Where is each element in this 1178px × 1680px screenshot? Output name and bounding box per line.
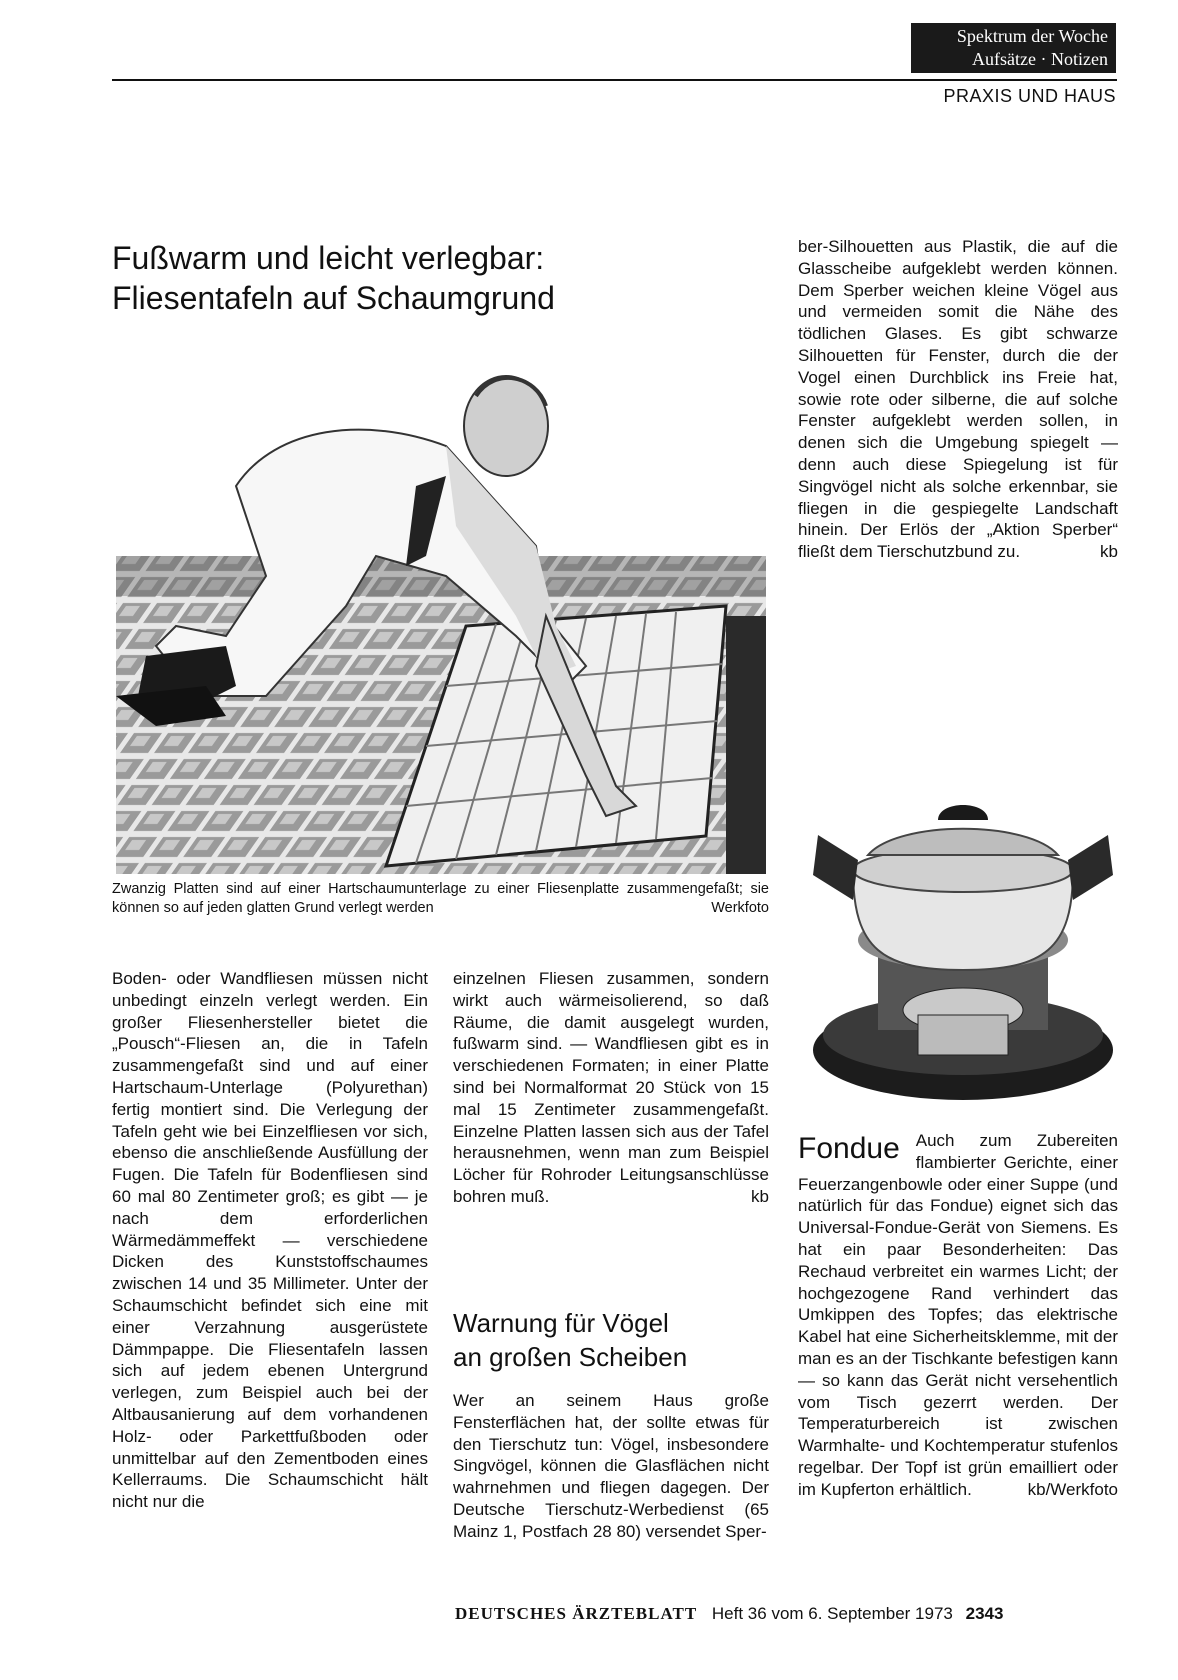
article-2-continuation bbox=[798, 236, 1118, 563]
article-1-col2-text: einzelnen Fliesen zusammen, sondern wirkt auch wärmeisolierend, so daß Räume, die damit ausgelegt wurden, fußwarm sind. — Wandfliesen gibt es in verschiedenen Formaten; in einer Platte sind bei Normalformat 20 Stück von 15 mal 15 Zentimeter zusammengefaßt. Einzelne Platten lassen sich aus der Tafel herausnehmen, wenn man zum Beispiel Löcher für Rohroder Leitungsanschlüsse bohren muß. bbox=[453, 969, 769, 1206]
article-1-col1-text: Boden- oder Wandfliesen müssen nicht unbedingt einzeln verlegt werden. Ein großer Fliesenhersteller bietet die „Pousch“-Fliesen an, die in Tafeln zusammengefaßt sind und auf einer Hartschaum-Unterlage (Polyurethan) fertig montiert sind. Die Verlegung der Tafeln geht wie bei Einzelfliesen vor sich, ebenso die anschließende Ausfüllung der Fugen. Die Tafeln für Bodenfliesen sind 60 mal 80 Zentimeter groß; es gibt — je nach dem erforderlichen Wärmedämmeffekt — verschiedene Dicken des Kunststoffschaumes zwischen 14 und 35 Millimeter. Unter der Schaumschicht befindet sich eine mit einer Verzahnung ausgerüstete Dämmpappe. Die Fliesentafeln lassen sich auf jedem ebenen Untergrund verlegen, zum Beispiel auch bei der Altbausanierung auf dem vorhandenen Holz- oder Parkettfußboden oder unmittelbar auf den Zementboden eines Kellerraums. Die Schaumschicht hält nicht nur die bbox=[112, 969, 428, 1512]
footer-masthead: DEUTSCHES ÄRZTEBLATT bbox=[455, 1604, 698, 1623]
article-2-body-text: Wer an seinem Haus große Fensterflächen hat, der sollte etwas für den Tierschutz tun: Vögel, insbesondere Singvögel, können die Glasflächen nicht wahrnehmen und fliegen dagegen. Der Deutsche Tierschutz-Werbedienst (65 Mainz 1, Postfach 28 80) versendet Sper- bbox=[453, 1391, 769, 1541]
section-label: PRAXIS UND HAUS bbox=[943, 86, 1116, 106]
header-rule bbox=[112, 79, 1117, 81]
article-2-body bbox=[453, 1390, 769, 1543]
article-1-column-1 bbox=[112, 968, 428, 1513]
footer-issue: Heft 36 vom 6. September 1973 bbox=[711, 1604, 953, 1623]
article-1-title bbox=[112, 238, 632, 318]
article-1-signature: kb bbox=[751, 1186, 769, 1206]
article-2-signature: kb bbox=[1100, 542, 1118, 562]
badge-line-2: Aufsätze · Notizen bbox=[972, 49, 1108, 69]
section-badge bbox=[911, 23, 1116, 73]
article-1-title-line-2: Fliesentafeln auf Schaumgrund bbox=[112, 280, 555, 316]
article-2-continuation-text: ber-Silhouetten aus Plastik, die auf die Glasscheibe aufgeklebt werden können. Dem Sperber weichen kleine Vögel aus und vermeiden somit die Nähe des tödlichen Glases. Es gibt schwarze Silhouetten für Fenster, durch die der Vogel einen Durchblick ins Freie hat, sowie rote oder silberne, die auf solche Fenster aufgeklebt werden sollen, in denen sich die Umgebung spiegelt — denn auch diese Spiegelung ist für Singvögel nicht als solche erkennbar, sie fliegen in die gespiegelte Landschaft hinein. Der Erlös der „Aktion Sperber“ fließt dem Tierschutzbund zu. bbox=[798, 237, 1118, 562]
article-2-title-line-2: an großen Scheiben bbox=[453, 1342, 688, 1372]
caption-credit: Werkfoto bbox=[711, 900, 769, 916]
article-1-column-2 bbox=[453, 968, 769, 1208]
article-3 bbox=[798, 1130, 1118, 1501]
photo-caption bbox=[112, 880, 769, 918]
footer-page-number: 2343 bbox=[965, 1604, 1004, 1623]
badge-line-1: Spektrum der Woche bbox=[956, 26, 1108, 46]
article-1-title-line-1: Fußwarm und leicht verlegbar: bbox=[112, 240, 545, 276]
article-2-title bbox=[453, 1306, 783, 1374]
article-2-title-line-1: Warnung für Vögel bbox=[453, 1308, 669, 1338]
fondue-set-photo bbox=[798, 780, 1118, 1105]
tile-laying-photo bbox=[116, 366, 766, 874]
page-footer bbox=[455, 1604, 1003, 1624]
caption-text: Zwanzig Platten sind auf einer Hartschaumunterlage zu einer Fliesenplatte zusammengefaßt; sie können so auf jeden glatten Grund verlegt werden bbox=[112, 881, 769, 916]
article-3-body-text: Auch zum Zubereiten flambierter Gerichte, einer Feuerzangenbowle oder einer Suppe (und natürlich für das Fondue) eignet sich das Universal-Fondue-Gerät von Siemens. Es hat ein paar Besonderheiten: Das Rechaud verbreitet ein warmes Licht; der hochgezogene Rand verhindert das Umkippen des Topfes; das elektrische Kabel hat eine Sicherheitsklemme, mit der man es an der Tischkante befestigen kann — so kann das Gerät nicht versehentlich vom Tisch gezerrt werden. Der Temperaturbereich ist zwischen Warmhalte- und Kochtemperatur stufenlos regelbar. Der Topf ist grün emailliert oder im Kupferton erhältlich. bbox=[798, 1131, 1118, 1499]
article-3-title: Fondue bbox=[798, 1132, 900, 1165]
article-3-signature: kb/Werkfoto bbox=[1027, 1479, 1118, 1499]
